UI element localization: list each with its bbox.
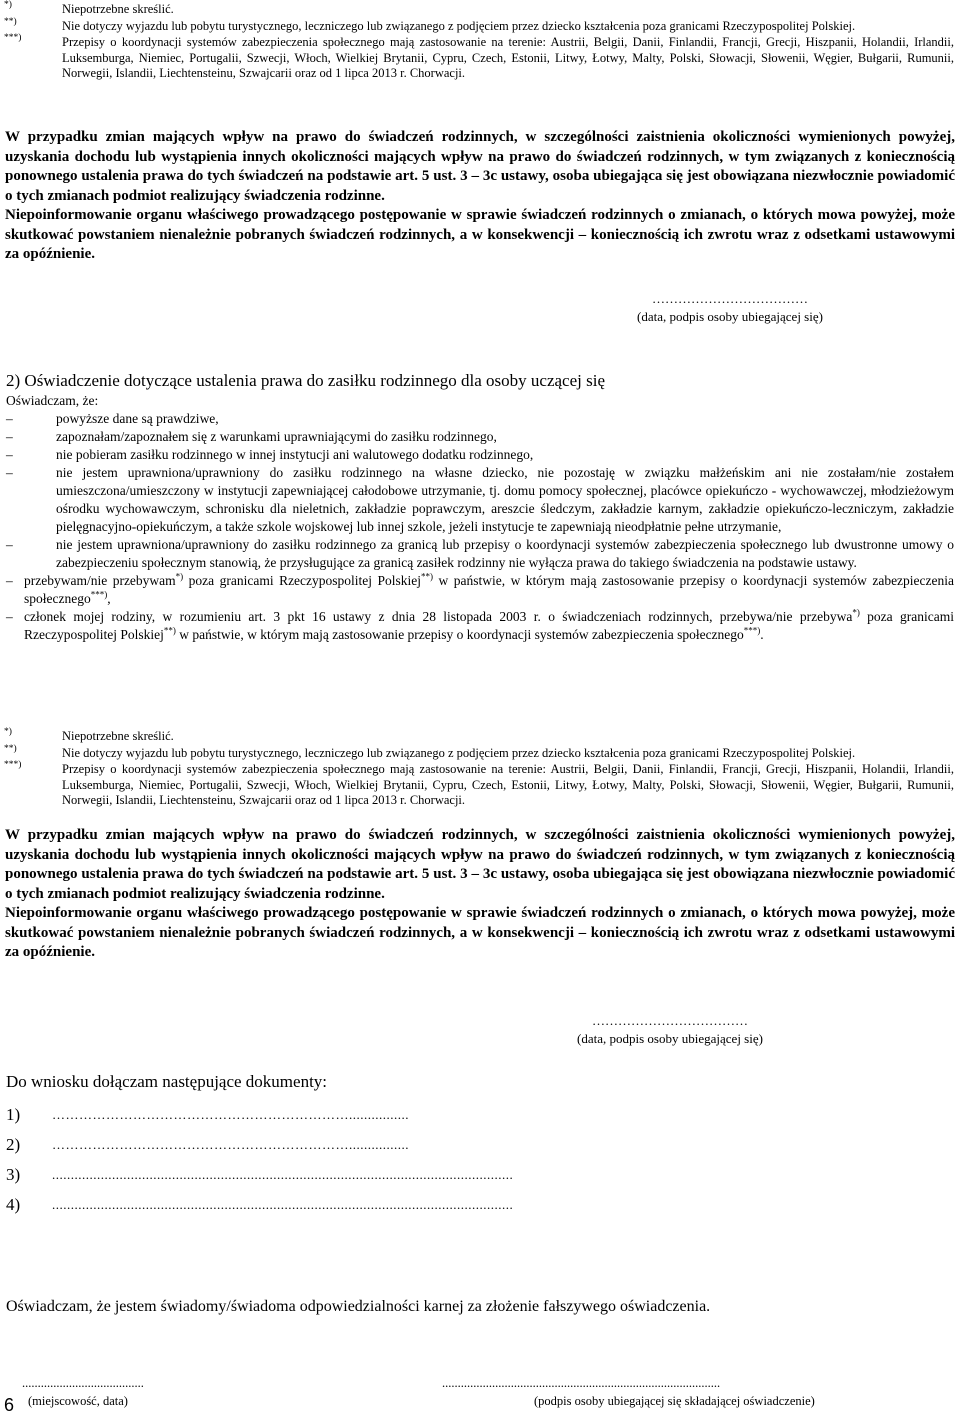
signature-dots: ……………………………… — [652, 291, 808, 306]
list-item: – nie jestem uprawniona/uprawniony do zasiłku rodzinnego na własne dziecko, nie pozostaję w związku małżeńskim ani nie zostałam/nie zostałem umieszczona/umieszczony w instytucji zapewniającej całodobowe utrzymanie, tj. domu pomocy społecznej, placówce opiekuńczo - wychowawczej, młodzieżowym ośrodku wychowawczym, schronisku dla nieletnich, zakładzie poprawczym, areszcie śledczym, zakładzie karnym, zakładzie opiekuńczo-leczniczym, zakładzie pielęgnacyjno-opiekuńczym, a także szkole wojskowej lub innej szkole, jeżeli instytucje te zapewniają nieodpłatnie pełne utrzymanie, — [6, 465, 954, 534]
signature-label: (data, podpis osoby ubiegającej się) — [577, 1031, 763, 1046]
attachment-field[interactable]: …………………………………………………………................ — [52, 1107, 409, 1122]
attachment-row — [0, 1165, 960, 1195]
attachment-row — [0, 1195, 960, 1225]
list-item: – zapoznałam/zapoznałem się z warunkami uprawniającymi do zasiłku rodzinnego, — [6, 429, 497, 444]
dash-bullet: – — [6, 537, 13, 552]
attachments-heading: Do wniosku dołączam następujące dokumenty: — [6, 1072, 328, 1091]
signature-block-top — [560, 290, 900, 326]
footnote-text: Przepisy o koordynacji systemów zabezpieczenia społecznego mają zastosowanie na terenie: Austrii, Belgii, Danii, Finlandii, Francji, Grecji, Hiszpanii, Holandii, Irlandii, Luksemburga, Niemiec, Portugalii, Szwecji, Włoch, Wielkiej Brytanii, Cypru, Czech, Estonii, Litwy, Łotwy, Malty, Polski, Słowacji, Słowenii, Węgier, Bułgarii, Rumunii, Norwegii, Islandii, Liechtensteinu, Szwajcarii oraz od 1 lipca 2013 r. Chorwacji. — [62, 35, 954, 80]
section-2 — [0, 370, 960, 644]
attachment-number: 2) — [6, 1135, 21, 1154]
footnote — [0, 16, 960, 35]
footnote-marker: **) — [4, 16, 17, 27]
final-statement: Oświadczam, że jestem świadomy/świadoma odpowiedzialności karnej za złożenie fałszywego oświadczenia. — [6, 1298, 711, 1315]
list-item: – powyższe dane są prawdziwe, — [6, 411, 219, 426]
notice-paragraph: W przypadku zmian mających wpływ na prawo do świadczeń rodzinnych, w szczególności zaistnienia okoliczności wymienionych powyżej, uzyskania dochodu lub wystąpienia innych okoliczności mających wpływ na prawo do świadczeń rodzinnych, w tym związanych z koniecznością ponownego ustalenia prawa do tych świadczeń na podstawie art. 5 ust. 3 – 3c ustawy, osoba ubiegająca się jest obowiązana niezwłocznie powiadomić o tych zmianach podmiot realizujący świadczenia rodzinne. — [5, 129, 955, 204]
footnote-text: Niepotrzebne skreślić. — [62, 729, 174, 743]
footnotes-top — [0, 2, 960, 82]
footnote — [0, 743, 960, 762]
signature-label: (data, podpis osoby ubiegającej się) — [637, 309, 823, 324]
list-item: – przebywam/nie przebywam*) poza granicami Rzeczypospolitej Polskiej**) w państwie, w którym mają zastosowanie przepisy o koordynacji systemów zabezpieczenia społecznego***), — [6, 571, 955, 606]
section-intro: Oświadczam, że: — [6, 393, 99, 408]
dash-bullet: – — [6, 447, 13, 462]
footnote-text: Nie dotyczy wyjazdu lub pobytu turystycznego, leczniczego lub związanego z podjęciem przez dziecko kształcenia poza granicami Rzeczypospolitej Polskiej. — [62, 745, 856, 760]
section-title: 2) Oświadczenie dotyczące ustalenia prawa do zasiłku rodzinnego dla osoby uczącej się — [6, 371, 606, 390]
footnote-marker: **) — [4, 743, 17, 754]
attachment-row — [0, 1105, 960, 1135]
footnotes-mid — [0, 729, 960, 809]
attachment-row — [0, 1135, 960, 1165]
list-item: – członek mojej rodziny, w rozumieniu art. 3 pkt 16 ustawy z dnia 28 listopada 2003 r. o świadczeniach rodzinnych, przebywa/nie przebywa*) poza granicami Rzeczypospolitej Polskiej**) w państwie, w którym mają zastosowanie przepisy o koordynacji systemów zabezpieczenia społecznego***). — [6, 607, 954, 642]
attachment-field[interactable]: ........................................................................................................................... — [52, 1197, 514, 1212]
footnote-text: Nie dotyczy wyjazdu lub pobytu turystycznego, leczniczego lub związanego z podjęciem przez dziecko kształcenia poza granicami Rzeczypospolitej Polskiej. — [62, 18, 856, 33]
footnote-marker: *) — [4, 0, 12, 10]
page-number: 6 — [4, 1395, 15, 1415]
footnote — [0, 729, 960, 745]
attachment-field[interactable]: …………………………………………………………................ — [52, 1137, 409, 1152]
footnote — [0, 35, 960, 82]
attachment-field[interactable]: ........................................................................................................................... — [52, 1167, 514, 1182]
place-date-signature — [22, 1376, 202, 1409]
footnote-marker: ***) — [4, 33, 22, 43]
notice-top — [0, 128, 960, 265]
dash-bullet: – — [6, 573, 13, 588]
dash-bullet: – — [6, 411, 13, 426]
notice-mid — [0, 826, 960, 963]
attachments-section — [0, 1071, 960, 1225]
footnote — [0, 2, 960, 18]
signature-dots: ……………………………… — [592, 1013, 748, 1028]
notice-paragraph: Niepoinformowanie organu właściwego prowadzącego postępowanie w sprawie świadczeń rodzinnych o zmianach, o których mowa powyżej, może skutkować powstaniem nienależnie pobranych świadczeń rodzinnych, a w konsekwencji – koniecznością ich zwrotu wraz z odsetkami ustawowymi za opóźnienie. — [5, 207, 955, 262]
notice-paragraph: Niepoinformowanie organu właściwego prowadzącego postępowanie w sprawie świadczeń rodzinnych o zmianach, o których mowa powyżej, może skutkować powstaniem nienależnie pobranych świadczeń rodzinnych, a w konsekwencji – koniecznością ich zwrotu wraz z odsetkami ustawowymi za opóźnienie. — [5, 905, 955, 960]
notice-paragraph: W przypadku zmian mających wpływ na prawo do świadczeń rodzinnych, w szczególności zaistnienia okoliczności wymienionych powyżej, uzyskania dochodu lub wystąpienia innych okoliczności mających wpływ na prawo do świadczeń rodzinnych, w tym związanych z koniecznością ponownego ustalenia prawa do tych świadczeń na podstawie art. 5 ust. 3 – 3c ustawy, osoba ubiegająca się jest obowiązana niezwłocznie powiadomić o tych zmianach podmiot realizujący świadczenia rodzinne. — [5, 827, 955, 902]
place-date-label: (miejscowość, data) — [28, 1394, 128, 1408]
dash-bullet: – — [6, 609, 13, 624]
attachment-number: 4) — [6, 1195, 21, 1214]
footnote-text: Niepotrzebne skreślić. — [62, 2, 174, 16]
signature-block-mid — [500, 1012, 840, 1048]
footnote — [0, 762, 960, 809]
applicant-signature-dots[interactable]: ......................................................................................... — [442, 1376, 721, 1390]
footnote-text: Przepisy o koordynacji systemów zabezpieczenia społecznego mają zastosowanie na terenie: Austrii, Belgii, Danii, Finlandii, Francji, Grecji, Hiszpanii, Holandii, Irlandii, Luksemburga, Niemiec, Portugalii, Szwecji, Włoch, Wielkiej Brytanii, Cypru, Czech, Estonii, Litwy, Łotwy, Malty, Polski, Słowacji, Słowenii, Węgier, Bułgarii, Rumunii, Norwegii, Islandii, Liechtensteinu, Szwajcarii oraz od 1 lipca 2013 r. Chorwacji. — [62, 762, 954, 807]
footnote-marker: *) — [4, 727, 12, 737]
footnote-marker: ***) — [4, 760, 22, 770]
applicant-signature — [442, 1376, 942, 1409]
dash-bullet: – — [6, 429, 13, 444]
dash-bullet: – — [6, 465, 13, 480]
list-item: – nie jestem uprawniona/uprawniony do zasiłku rodzinnego za granicą lub przepisy o koordynacji systemów zabezpieczenia społecznego lub dwustronne umowy o zabezpieczeniu społecznym stanowią, że przysługujące za granicą zasiłek rodzinny nie wyłącza prawa do takiego świadczenia na podstawie ustawy. — [6, 537, 954, 570]
attachment-number: 3) — [6, 1165, 21, 1184]
applicant-signature-label: (podpis osoby ubiegającej się składającej oświadczenie) — [534, 1394, 815, 1408]
attachment-number: 1) — [6, 1105, 21, 1124]
list-item: – nie pobieram zasiłku rodzinnego w innej instytucji ani walutowego dodatku rodzinnego, — [6, 447, 534, 462]
declaration-list — [0, 410, 960, 644]
place-date-dots[interactable]: ....................................... — [22, 1376, 144, 1390]
